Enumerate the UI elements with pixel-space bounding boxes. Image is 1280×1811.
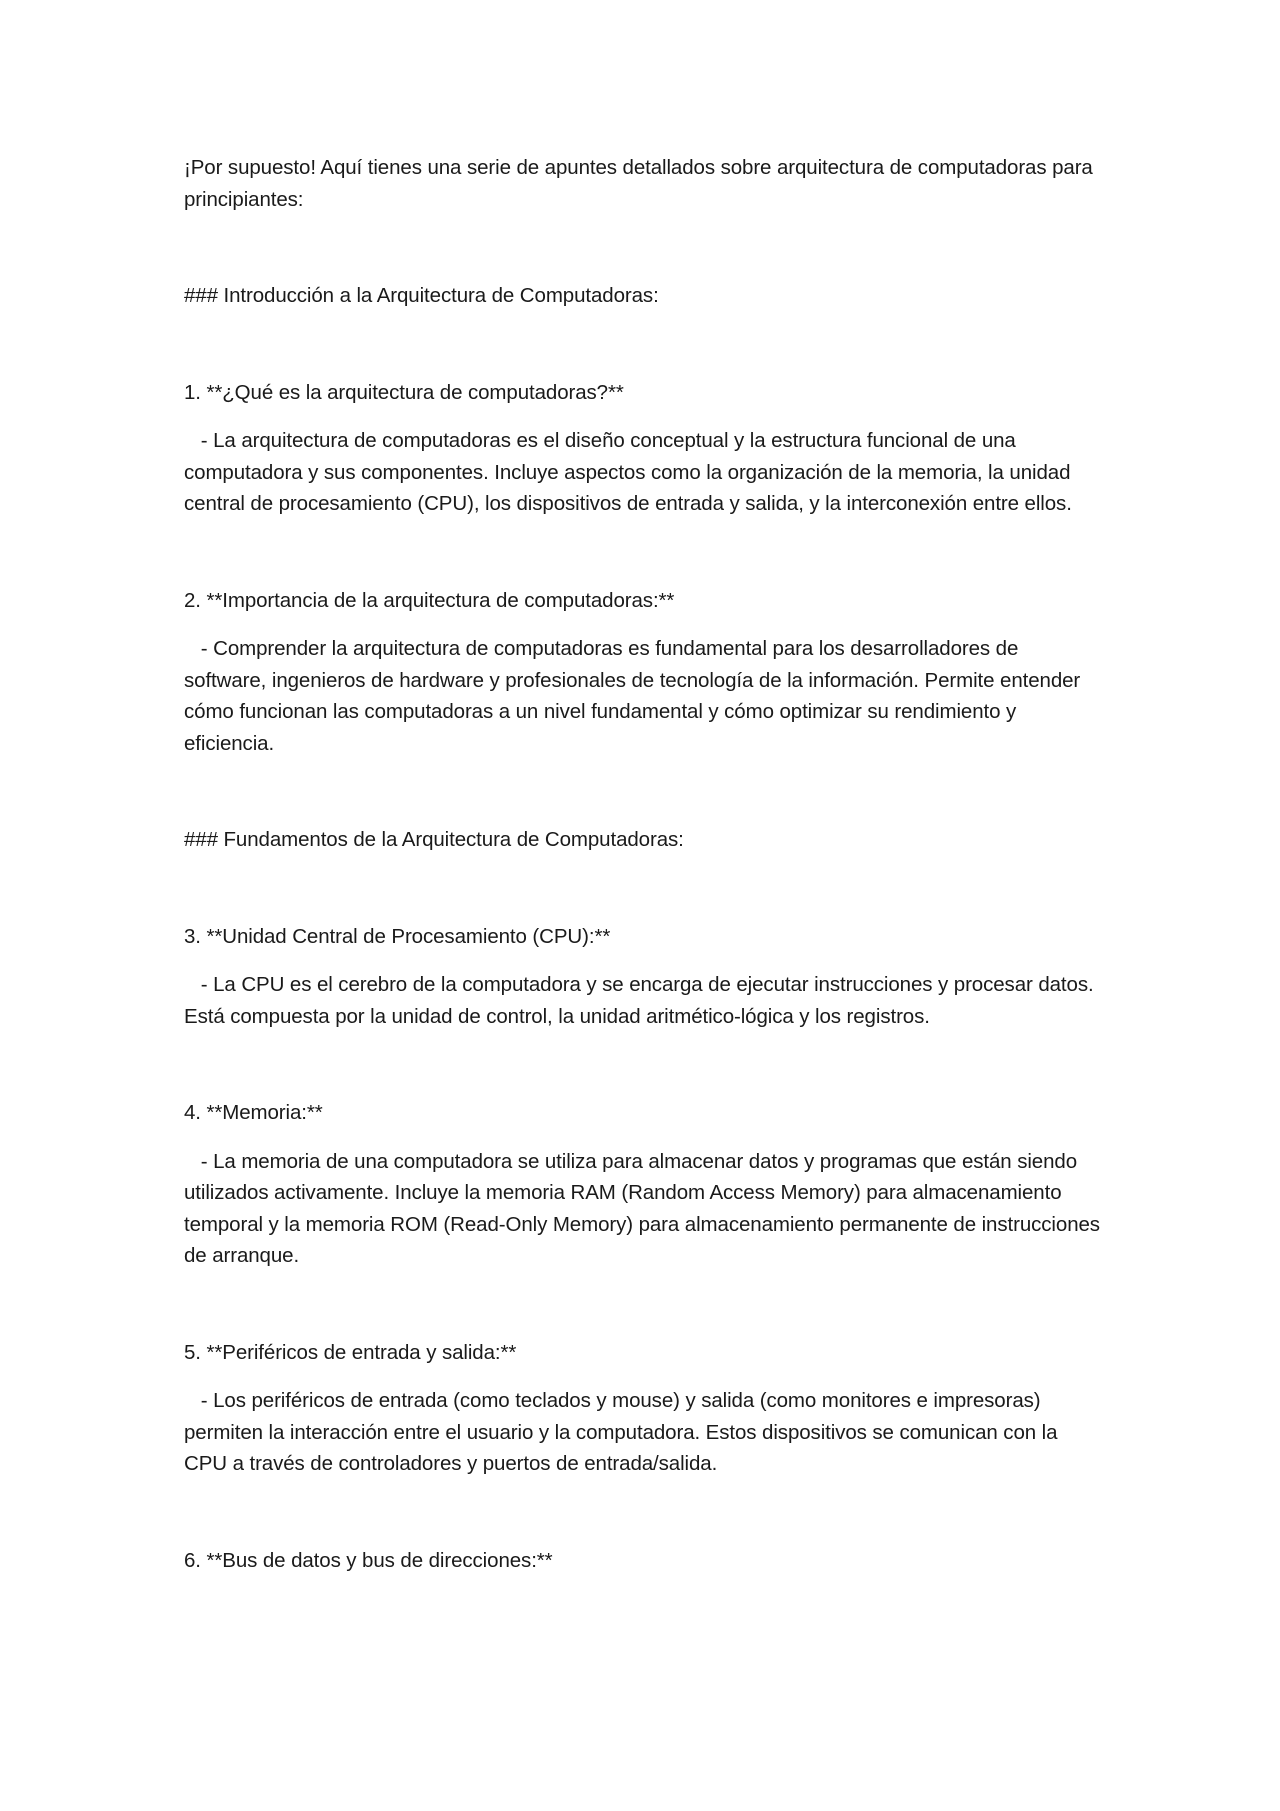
document-body [184, 152, 1104, 1576]
item-4-title: 4. **Memoria:** [184, 1101, 323, 1124]
item-4-body: - La memoria de una computadora se utiliza para almacenar datos y programas que están siendo utilizados activamente. Incluye la memoria RAM (Random Access Memory) para almacenamiento temporal y la memoria ROM (Read-Only Memory) para almacenamiento permanente de instrucciones de arranque. [184, 1149, 1106, 1267]
spacer [184, 1480, 1104, 1545]
item-3-title: 3. **Unidad Central de Procesamiento (CPU):** [184, 924, 611, 948]
spacer [184, 616, 1104, 633]
item-6-title: 6. **Bus de datos y bus de direcciones:** [184, 1548, 553, 1572]
section-heading-fundamentos: ### Fundamentos de la Arquitectura de Computadoras: [184, 828, 684, 851]
spacer [184, 1272, 1104, 1337]
item-1-body: - La arquitectura de computadoras es el diseño conceptual y la estructura funcional de una computadora y sus componentes. Incluye aspectos como la organización de la memoria, la unidad central de procesamiento (CPU), los dispositivos de entrada y salida, y la interconexión entre ellos. [184, 429, 1076, 515]
item-5-title: 5. **Periféricos de entrada y salida:** [184, 1340, 517, 1364]
item-2-title: 2. **Importancia de la arquitectura de computadoras:** [184, 588, 675, 612]
spacer [184, 312, 1104, 377]
spacer [184, 520, 1104, 585]
item-1-title: 1. **¿Qué es la arquitectura de computadoras?** [184, 380, 624, 404]
spacer [184, 759, 1104, 824]
spacer [184, 1129, 1104, 1146]
item-5-body: - Los periféricos de entrada (como teclados y mouse) y salida (como monitores e impresoras) permiten la interacción entre el usuario y la computadora. Estos dispositivos se comunican con la CPU a través de controladores y puertos de entrada/salida. [184, 1389, 1064, 1475]
item-2-body: - Comprender la arquitectura de computadoras es fundamental para los desarrolladores de software, ingenieros de hardware y profesionales de tecnología de la información. Permite entender cómo funcionan las computadoras a un nivel fundamental y cómo optimizar su rendimiento y eficiencia. [184, 637, 1086, 755]
spacer [184, 856, 1104, 921]
spacer [184, 952, 1104, 969]
intro-paragraph: ¡Por supuesto! Aquí tienes una serie de apuntes detallados sobre arquitectura de computadoras para principiantes: [184, 156, 1099, 211]
spacer [184, 215, 1104, 280]
spacer [184, 1368, 1104, 1385]
item-3-body: - La CPU es el cerebro de la computadora y se encarga de ejecutar instrucciones y procesar datos. Está compuesta por la unidad de control, la unidad aritmético-lógica y los registros. [184, 973, 1100, 1028]
spacer [184, 1032, 1104, 1097]
spacer [184, 408, 1104, 425]
section-heading-introduccion: ### Introducción a la Arquitectura de Computadoras: [184, 284, 659, 307]
